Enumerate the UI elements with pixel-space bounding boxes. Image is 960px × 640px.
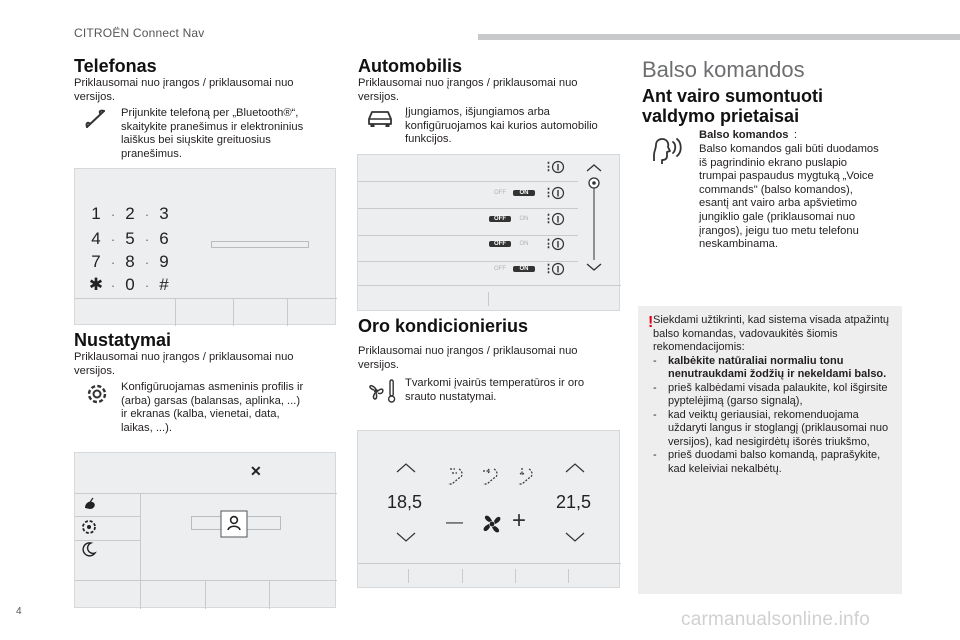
intro-line: Priklausomai nuo įrangos / priklausomai nuo	[358, 345, 578, 357]
toggle-off-label: OFF	[489, 241, 511, 247]
desc-line: Konfigūruojamas asmeninis profilis ir	[121, 381, 304, 393]
on-off-toggle[interactable]	[489, 239, 537, 251]
on-off-toggle[interactable]	[489, 214, 537, 226]
desc-line: Prijunkite telefoną per „Bluetooth®“,	[121, 107, 299, 119]
key-4[interactable]: 4	[91, 229, 102, 248]
desc-line: ir ekranas (kalba, vienetai, data,	[121, 408, 280, 421]
close-button[interactable]: ✕	[250, 463, 262, 479]
watermark: carmanualsonline.info	[681, 609, 871, 630]
more-menu-icon[interactable]: ⋮	[543, 213, 554, 225]
desc-line: įrangos), jeigu tuo metu telefonu	[699, 224, 859, 237]
left-temp-up-button[interactable]	[395, 462, 417, 474]
automobilis-intro	[358, 77, 578, 104]
desc-line: Balso komandos gali būti duodamos	[699, 143, 879, 155]
balso-subheading	[642, 86, 823, 126]
right-temp-down-button[interactable]	[564, 531, 586, 543]
info-icon[interactable]	[551, 212, 565, 226]
right-temperature: 21,5	[556, 492, 592, 512]
moon-icon[interactable]	[81, 541, 97, 557]
note-item: - kalbėkite natūraliai normaliu tonu nenutraukdami žodžių ir nekeldami balso.	[653, 354, 887, 380]
desc-line: (arba) garsas (balansas, aplinka, ...)	[121, 394, 301, 407]
more-menu-icon[interactable]: ⋮	[543, 238, 554, 250]
airflow-feet-icon[interactable]	[516, 466, 538, 486]
gear-icon	[84, 381, 110, 407]
sound-icon[interactable]	[82, 496, 98, 512]
keypad-row	[88, 252, 173, 272]
on-off-toggle[interactable]	[489, 264, 537, 276]
fan-icon	[478, 510, 506, 538]
header-bar	[478, 34, 960, 40]
desc-line: iš pagrindinio ekrano puslapio	[699, 156, 848, 169]
key-7[interactable]: 7	[91, 252, 102, 271]
key-8[interactable]: 8	[125, 252, 136, 271]
key-2[interactable]: 2	[125, 204, 136, 223]
note-item: - kad veiktų geriausiai, rekomenduojama uždaryti langus ir stoglangį (priklausomai nuo versijos), kad nesigirdėtų išorės triukšmo,	[653, 408, 889, 448]
desc-line: neskambinama.	[699, 238, 778, 251]
note-text	[653, 314, 899, 476]
toggle-off-label: OFF	[489, 216, 511, 222]
settings-screen	[74, 452, 336, 608]
desc-line: pranešimus.	[121, 147, 182, 160]
desc-line: Įjungiamos, išjungiamos arba	[405, 106, 550, 118]
climate-icon	[366, 378, 398, 404]
note-item-text: prieš duodami balso komandą, paprašykite, kad keleiviai nekalbėtų.	[668, 449, 881, 475]
subheading-line: Ant vairo sumontuoti	[642, 86, 823, 106]
key-0[interactable]: 0	[125, 275, 136, 294]
key-sep: ·	[110, 207, 117, 222]
telefonas-intro	[74, 77, 294, 104]
info-icon[interactable]	[551, 262, 565, 276]
desc-line: commands" (balso komandos),	[699, 183, 853, 196]
keypad-row	[88, 229, 173, 249]
key-sep: ·	[110, 255, 117, 270]
car-icon	[366, 108, 394, 128]
balso-label: Balso komandos	[699, 129, 789, 141]
balso-title: Balso komandos	[642, 57, 805, 82]
note-item-text: prieš kalbėdami visada palaukite, kol išgirsite pyptelėjimą (garso signalą),	[668, 381, 888, 407]
airflow-face-icon[interactable]	[481, 466, 503, 486]
desc-line: funkcijos.	[405, 133, 452, 146]
desc-line: laikas, ...).	[121, 421, 172, 434]
key-sep: ·	[144, 278, 151, 293]
more-menu-icon[interactable]: ⋮	[543, 161, 554, 173]
oro-desc	[405, 377, 584, 404]
scrollbar[interactable]	[588, 176, 600, 260]
keypad-row	[88, 204, 173, 224]
fan-increase-button[interactable]: +	[512, 507, 527, 534]
telefonas-desc	[121, 107, 303, 161]
key-star[interactable]: ✱	[88, 275, 105, 294]
note-item-text: kalbėkite natūraliai normaliu tonu nenutraukdami žodžių ir nekeldami balso.	[668, 354, 887, 380]
key-6[interactable]: 6	[159, 229, 170, 248]
key-sep: ·	[144, 255, 151, 270]
right-temp-up-button[interactable]	[564, 462, 586, 474]
oro-intro	[358, 345, 578, 372]
intro-line: Priklausomai nuo įrangos / priklausomai nuo	[74, 351, 294, 363]
header-title: CITROËN Connect Nav	[74, 26, 205, 40]
left-temp-down-button[interactable]	[395, 531, 417, 543]
fan-decrease-button[interactable]: —	[446, 512, 463, 531]
key-sep: ·	[144, 207, 151, 222]
note-item: - prieš kalbėdami visada palaukite, kol išgirsite pyptelėjimą (garso signalą),	[653, 381, 888, 407]
desc-line: jungiklio gale (priklausomai nuo	[699, 210, 856, 223]
page-number: 4	[16, 606, 22, 617]
toggle-on-label: ON	[519, 216, 529, 222]
nustatymai-heading: Nustatymai	[74, 330, 172, 350]
phone-icon	[84, 107, 106, 129]
desc-line: trumpai paspaudus mygtuką „Voice	[699, 170, 874, 183]
toggle-on-label: ON	[519, 241, 529, 247]
key-1[interactable]: 1	[91, 204, 102, 223]
key-sep: ·	[144, 232, 151, 247]
info-icon[interactable]	[551, 160, 565, 174]
intro-line: Priklausomai nuo įrangos / priklausomai nuo	[358, 77, 578, 89]
intro-line: Priklausomai nuo įrangos / priklausomai nuo	[74, 77, 294, 89]
key-hash[interactable]: #	[159, 275, 170, 294]
toggle-off-label: OFF	[494, 190, 506, 196]
balso-desc	[699, 143, 879, 252]
keypad-row	[88, 275, 173, 295]
profile-settings-icon[interactable]	[220, 510, 248, 538]
desc-line: konfigūruojamos kai kurios automobilio	[405, 119, 598, 132]
left-temperature: 18,5	[387, 492, 423, 512]
profile-gear-icon[interactable]	[80, 518, 98, 536]
desc-line: Tvarkomi įvairūs temperatūros ir oro	[405, 377, 585, 389]
note-item: - prieš duodami balso komandą, paprašykite, kad keleiviai nekalbėtų.	[653, 449, 881, 475]
intro-line: versijos.	[358, 90, 400, 103]
nustatymai-desc	[121, 381, 303, 435]
note-box	[638, 306, 902, 594]
vehicle-screen	[357, 154, 620, 311]
toggle-off-label: OFF	[494, 266, 506, 272]
automobilis-desc	[405, 106, 598, 147]
intro-line: versijos.	[74, 364, 116, 377]
warning-icon: !	[648, 314, 654, 331]
key-3[interactable]: 3	[159, 204, 170, 223]
nustatymai-intro	[74, 351, 294, 378]
info-icon[interactable]	[551, 237, 565, 251]
more-menu-icon[interactable]: ⋮	[543, 187, 554, 199]
desc-line: esantį ant vairo arba apšvietimo	[699, 197, 857, 210]
scroll-down-button[interactable]	[585, 262, 603, 272]
intro-line: versijos.	[358, 358, 400, 371]
scroll-up-button[interactable]	[585, 163, 603, 173]
number-input-field[interactable]	[211, 241, 309, 248]
automobilis-heading: Automobilis	[358, 56, 462, 76]
toggle-on-label: ON	[513, 266, 535, 272]
key-5[interactable]: 5	[125, 229, 136, 248]
note-intro: Siekdami užtikrinti, kad sistema visada atpažintų balso komandas, vadovaukitės šiomis rekomendacijomis:	[653, 314, 889, 353]
toggle-on-label: ON	[513, 190, 535, 196]
on-off-toggle[interactable]	[489, 188, 537, 200]
subheading-line: valdymo prietaisai	[642, 106, 800, 126]
telefonas-heading: Telefonas	[74, 56, 157, 76]
desc-line: skaitykite pranešimus ir elektroninius	[121, 120, 304, 133]
voice-command-icon	[648, 131, 688, 171]
info-icon[interactable]	[551, 186, 565, 200]
desc-line: laiškus bei siųskite greituosius	[121, 134, 271, 147]
desc-line: srauto nustatymai.	[405, 390, 497, 403]
intro-line: versijos.	[74, 90, 116, 103]
key-sep: ·	[110, 232, 117, 247]
key-sep: ·	[110, 278, 117, 293]
key-9[interactable]: 9	[159, 252, 170, 271]
oro-heading: Oro kondicionierius	[358, 316, 529, 336]
balso-label-colon: :	[794, 129, 798, 141]
note-item-text: kad veiktų geriausiai, rekomenduojama uždaryti langus ir stoglangį (priklausomai nuo versijos), kad nesigirdėtų išorės triukšmo,	[668, 408, 889, 448]
more-menu-icon[interactable]: ⋮	[543, 263, 554, 275]
airflow-face-feet-icon[interactable]	[446, 466, 468, 486]
